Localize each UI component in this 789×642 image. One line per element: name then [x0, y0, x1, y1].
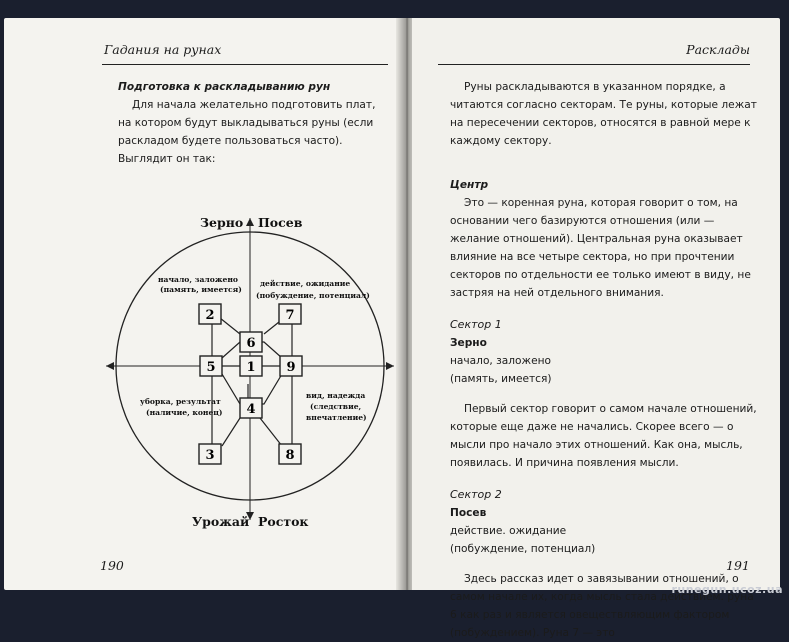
header-rule-left [102, 64, 388, 65]
site-watermark: runegun.ucoz.ua [671, 583, 783, 596]
rune-slot-4-label: 4 [246, 402, 256, 417]
running-head-left: Гадания на рунах [104, 42, 222, 57]
sector3-desc-line2: (наличие, конец) [146, 408, 223, 417]
sector1-name: Зерно [450, 337, 487, 349]
rune-slot-6-label: 6 [246, 336, 256, 351]
arrow-left-icon [106, 362, 114, 370]
right-text-block [450, 78, 758, 642]
arrow-right-icon [386, 362, 394, 370]
center-heading: Центр [450, 179, 489, 191]
rune-slot-2-label: 2 [205, 308, 215, 323]
sector2-name: Посев [450, 507, 487, 519]
left-text-block [118, 78, 390, 168]
sector3-desc-line1: уборка, результат [140, 397, 221, 406]
label-posev: Посев [258, 215, 303, 230]
label-rostok: Росток [258, 514, 309, 529]
sector1-keywords-line2: (память, имеется) [450, 373, 552, 385]
sector2-desc-line1: действие, ожидание [260, 279, 351, 288]
sector4-desc-line2: (следствие, [310, 402, 362, 411]
label-zerno: Зерно [200, 215, 244, 230]
left-page [4, 18, 404, 590]
sector1-text: Первый сектор говорит о самом начале отношений, которые еще даже не начались. Скорее всего — о мысли про начало этих отношений. Как она, мысль, появилась. И причина появления мысли. [450, 403, 757, 469]
section-heading: Подготовка к раскладыванию рун [118, 81, 331, 93]
arrow-up-icon [246, 218, 254, 226]
rune-slot-9-label: 9 [286, 360, 296, 375]
rune-slot-5-label: 5 [206, 360, 216, 375]
intro-text: Руны раскладываются в указанном порядке, а читаются согласно секторам. Те руны, которые лежат на пересечении секторов, относятся в равной мере к каждому сектору. [450, 81, 757, 147]
sector4-desc-line1: вид, надежда [306, 391, 366, 400]
label-urozhai: Урожай [192, 514, 250, 529]
rune-slot-8-label: 8 [285, 448, 295, 463]
intro-paragraph: Для начала желательно подготовить плат, на котором будут выкладываться руны (если раскладом будете пользоваться часто). Выглядит он так: [118, 99, 376, 165]
sector2-keywords-line2: (побуждение, потенциал) [450, 543, 596, 555]
sector2-heading: Сектор 2 [450, 488, 502, 501]
rune-slot-1-label: 1 [246, 360, 256, 375]
sector1-desc-line1: начало, заложено [158, 275, 238, 284]
rune-layout-diagram [100, 208, 400, 548]
sector4-desc-line3: впечатление) [306, 413, 367, 422]
right-page [412, 18, 780, 639]
page-number-left: 190 [100, 558, 124, 573]
rune-slot-7-label: 7 [285, 308, 295, 323]
header-rule-right [438, 64, 750, 65]
sector2-text: Здесь рассказ идет о завязывании отношений, о самом начале их, когда мысль стала действием. руна 6 как раз и является овеществляющим фактором (побуждением). Руна 7 — это [450, 573, 754, 639]
sector1-keywords-line1: начало, заложено [450, 355, 552, 367]
rune-slot-3-label: 3 [205, 448, 215, 463]
running-head-right: Расклады [686, 42, 750, 57]
center-text: Это — коренная руна, которая говорит о том, на основании чего базируются отношения (или — желание отношений). Центральная руна оказывает влияние на все четыре сектора, но при прочтении секторов по отдельности ее только имеют в виду, не застряя на ней отдельного внимания. [450, 197, 751, 299]
sector2-desc-line2: (побуждение, потенциал) [256, 291, 370, 300]
sector1-heading: Сектор 1 [450, 318, 502, 331]
page-number-right: 191 [726, 558, 750, 573]
sector1-desc-line2: (память, имеется) [160, 285, 242, 294]
sector2-keywords-line1: действие. ожидание [450, 525, 567, 537]
